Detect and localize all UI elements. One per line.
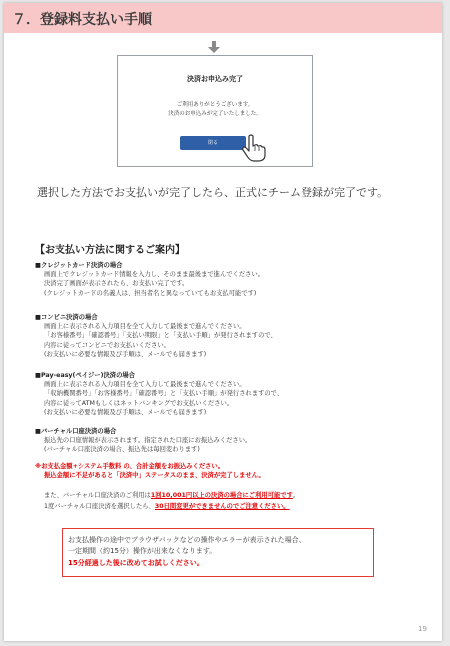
payeasy-line: 画面上に表示される入力項目を全て入力して最後まで進んでください。 (44, 381, 246, 388)
screenshot-line-2: 決済のお申込みが完了いたしました。 (168, 111, 262, 117)
document-page (4, 3, 442, 641)
note-1-emphasis: 1回10,001円以上の決済の場合にご利用可能です (150, 492, 293, 499)
virtual-account-notes (44, 490, 299, 512)
convenience-store-section (35, 313, 277, 360)
warning-line-1: お支払操作の途中でブラウザバックなどの操作やエラーが表示された場合、 (68, 536, 306, 544)
warning-line-3: 15分経過した後に改めてお試しください。 (68, 559, 204, 567)
convenience-store-line: 画面上に表示される入力項目を全て入力して最後まで進んでください。 (44, 323, 246, 330)
note-2-prefix: 1度バーチャル口座決済を選択したら、 (44, 503, 155, 510)
credit-card-heading: ■クレジットカード決済の場合 (35, 262, 123, 269)
page-title: ７．登録料支払い手順 (12, 12, 152, 28)
note-1-prefix: また、バーチャル口座決済のご利用は (44, 492, 151, 499)
payment-warning-line: 振込金額に不足があると「決済中」ステータスのまま、決済が完了しません。 (44, 472, 265, 480)
browser-back-warning-box (62, 528, 374, 577)
payeasy-line: (お支払いに必要な情報及び手順は、メールでも届きます) (44, 409, 207, 417)
credit-card-line: (クレジットカードの名義人は、担当者名と異なっていてもお支払可能です) (44, 289, 257, 297)
close-button: 閉る (180, 136, 246, 150)
page-number: 19 (418, 625, 427, 633)
payeasy-line: 「収納機関番号」「お客様番号」「確認番号」と「支払い手順」が発行されますので、 (44, 390, 284, 398)
payeasy-line: 内容に従ってATMもしくはネットバンキングでお支払いください。 (44, 399, 234, 407)
payment-warning-line: ※お支払金額+システム手数料 の、合計金額をお振込みください。 (35, 463, 225, 470)
title-bar (4, 3, 442, 33)
note-1-suffix: 。 (292, 492, 300, 499)
credit-card-section (35, 261, 264, 298)
screenshot-title: 決済お申込み完了 (187, 75, 243, 83)
payment-warning-notes (35, 462, 265, 480)
convenience-store-line: (お支払いに必要な情報及び手順は、メールでも届きます) (44, 351, 207, 359)
screenshot-line-1: ご利用ありがとうございます。 (176, 102, 254, 108)
warning-line-2: 一定期間（約15分）操作が出来なくなります。 (68, 547, 217, 555)
virtual-account-heading: ■バーチャル口座決済の場合 (35, 428, 117, 435)
hand-pointer-icon (240, 133, 268, 163)
convenience-store-heading: ■コンビニ決済の場合 (35, 314, 98, 321)
virtual-account-note-2 (44, 501, 299, 512)
convenience-store-line: 内容に従ってコンビニでお支払いください。 (44, 341, 170, 349)
main-message: 選択した方法でお支払いが完了したら、正式にチーム登録が完了です。 (37, 186, 389, 199)
note-2-emphasis: 30日間変更ができませんのでご注意ください。 (154, 503, 290, 510)
guide-title: 【お支払い方法に関するご案内】 (35, 245, 185, 256)
down-arrow-icon (208, 41, 220, 53)
virtual-account-note-1 (44, 490, 299, 501)
payeasy-section (35, 371, 283, 418)
completion-screenshot (117, 55, 313, 167)
convenience-store-line: 「お客様番号」「確認番号」「支払い期限」と「支払い手順」が発行されますので、 (44, 332, 277, 340)
virtual-account-line: (バーチャル口座決済の場合、振込先は毎回変わります) (44, 446, 200, 454)
virtual-account-section (35, 427, 251, 455)
credit-card-line: 画面上でクレジットカード情報を入力し、そのまま最後まで進んでください。 (44, 271, 265, 278)
credit-card-line: 決済完了画面が表示されたら、お支払い完了です。 (44, 280, 189, 288)
payeasy-heading: ■Pay-easy(ペイジー)決済の場合 (35, 372, 135, 379)
virtual-account-line: 振込先の口座情報が表示されます。指定された口座にお振込みください。 (44, 437, 252, 444)
